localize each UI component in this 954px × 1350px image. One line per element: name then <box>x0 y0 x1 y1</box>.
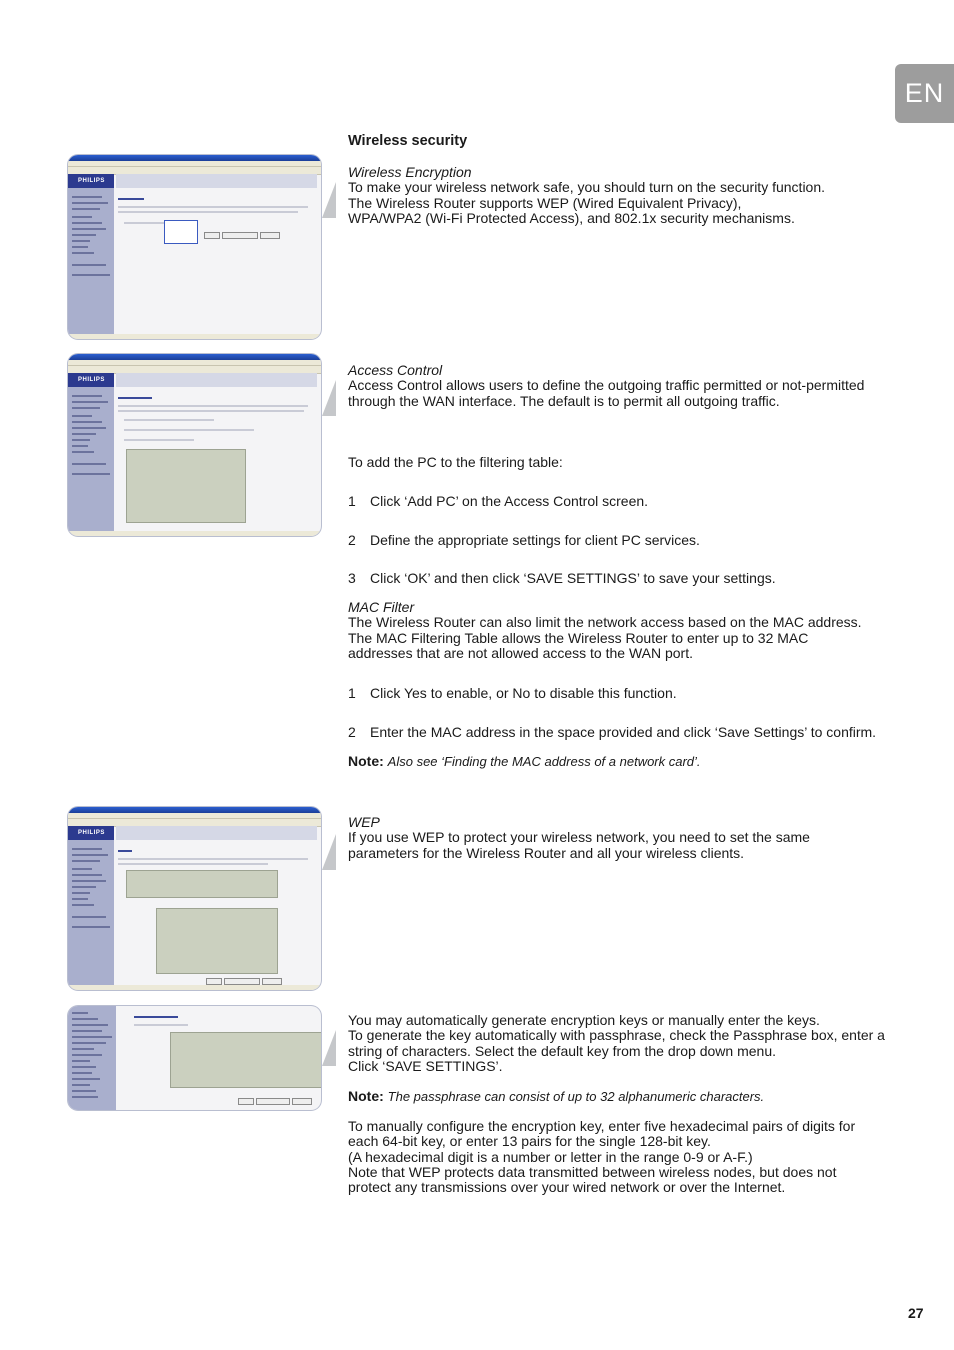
screenshot-access-control <box>68 354 321 536</box>
paragraph-line: The Wireless Router supports WEP (Wired Equivalent Privacy), <box>348 194 742 211</box>
save-settings-button[interactable] <box>256 1098 290 1105</box>
filtering-table <box>126 449 246 523</box>
paragraph-line: each 64-bit key, or enter 13 pairs for the single 128-bit key. <box>348 1133 711 1150</box>
save-settings-button[interactable] <box>222 232 258 239</box>
help-button[interactable] <box>206 978 222 985</box>
key-settings-table <box>170 1032 321 1088</box>
cancel-button[interactable] <box>262 978 282 985</box>
subheading: MAC Filter <box>348 599 415 615</box>
step-item: 1 Click ‘Add PC’ on the Access Control screen. <box>348 493 649 509</box>
status-bar <box>68 334 321 339</box>
paragraph-line: To generate the key automatically with passphrase, check the Passphrase box, enter a <box>348 1027 885 1044</box>
manual-key-block <box>348 1119 893 1195</box>
main-panel <box>116 174 317 339</box>
callout-pointer <box>322 1030 336 1066</box>
key-settings-table <box>156 908 278 974</box>
access-control-block <box>348 363 893 409</box>
paragraph-line: Click ‘SAVE SETTINGS’. <box>348 1057 503 1074</box>
paragraph-line: parameters for the Wireless Router and all your wireless clients. <box>348 844 745 861</box>
section-heading: Wireless security <box>348 133 468 149</box>
note: Note: The passphrase can consist of up to 32 alphanumeric characters. <box>348 1088 765 1104</box>
paragraph-line: WPA/WPA2 (Wi-Fi Protected Access), and 802.1x security mechanisms. <box>348 209 795 226</box>
save-settings-button[interactable] <box>224 978 260 985</box>
page-body <box>68 174 321 339</box>
help-button[interactable] <box>204 232 220 239</box>
callout-pointer <box>322 380 336 416</box>
paragraph-line: addresses that are not allowed access to the WAN port. <box>348 644 693 661</box>
paragraph-line: (A hexadecimal digit is a number or letter in the range 0-9 or A-F.) <box>348 1148 753 1165</box>
screenshot-security <box>68 155 321 339</box>
paragraph: To add the PC to the filtering table: <box>348 454 563 470</box>
sidebar <box>68 174 114 339</box>
callout-pointer <box>322 834 336 870</box>
step-item: 2 Define the appropriate settings for client PC services. <box>348 532 700 548</box>
callout-pointer <box>322 182 336 218</box>
philips-logo: PHILIPS <box>68 174 114 188</box>
sidebar <box>68 826 114 990</box>
paragraph-line: You may automatically generate encryption keys or manually enter the keys. <box>348 1012 820 1028</box>
dropdown-list[interactable] <box>164 220 198 244</box>
subheading: WEP <box>348 814 380 830</box>
paragraph-line: through the WAN interface. The default is to permit all outgoing traffic. <box>348 392 780 409</box>
key-generation-block <box>348 1013 893 1074</box>
philips-logo: PHILIPS <box>68 826 114 840</box>
sidebar <box>68 373 114 536</box>
language-tab <box>895 64 954 123</box>
step-item: 3 Click ‘OK’ and then click ‘SAVE SETTINGS’ to save your settings. <box>348 570 776 586</box>
cancel-button[interactable] <box>292 1098 312 1105</box>
paragraph-line: The Wireless Router can also limit the network access based on the MAC address. <box>348 614 862 631</box>
paragraph-line: protect any transmissions over your wired network or over the Internet. <box>348 1179 786 1196</box>
help-button[interactable] <box>238 1098 254 1105</box>
step-item: 1 Click Yes to enable, or No to disable this function. <box>348 685 677 701</box>
subheading: Wireless Encryption <box>348 164 472 180</box>
philips-logo: PHILIPS <box>68 373 114 387</box>
paragraph-line: Access Control allows users to define the outgoing traffic permitted or not-permitted <box>348 377 865 394</box>
wireless-encryption-block <box>348 165 893 226</box>
sidebar <box>68 1006 116 1110</box>
mac-filter-block <box>348 600 893 661</box>
language-label: EN <box>904 78 945 108</box>
step-item: 2 Enter the MAC address in the space provided and click ‘Save Settings’ to confirm. <box>348 724 877 740</box>
subheading: Access Control <box>348 362 443 378</box>
page-number: 27 <box>908 1305 924 1321</box>
paragraph-line: Note that WEP protects data transmitted between wireless nodes, but does not <box>348 1163 837 1180</box>
wep-block <box>348 815 893 861</box>
paragraph-line: To make your wireless network safe, you should turn on the security function. <box>348 179 826 196</box>
paragraph-line: If you use WEP to protect your wireless network, you need to set the same <box>348 829 810 846</box>
note: Note: Also see ‘Finding the MAC address of a network card’. <box>348 753 701 769</box>
screenshot-wep <box>68 807 321 990</box>
cancel-button[interactable] <box>260 232 280 239</box>
paragraph-line: string of characters. Select the default key from the drop down menu. <box>348 1042 776 1059</box>
paragraph-line: To manually configure the encryption key, enter five hexadecimal pairs of digits for <box>348 1118 856 1134</box>
screenshot-wep-keys <box>68 1006 321 1110</box>
wep-settings-table <box>126 870 278 898</box>
paragraph-line: The MAC Filtering Table allows the Wireless Router to enter up to 32 MAC <box>348 629 809 646</box>
